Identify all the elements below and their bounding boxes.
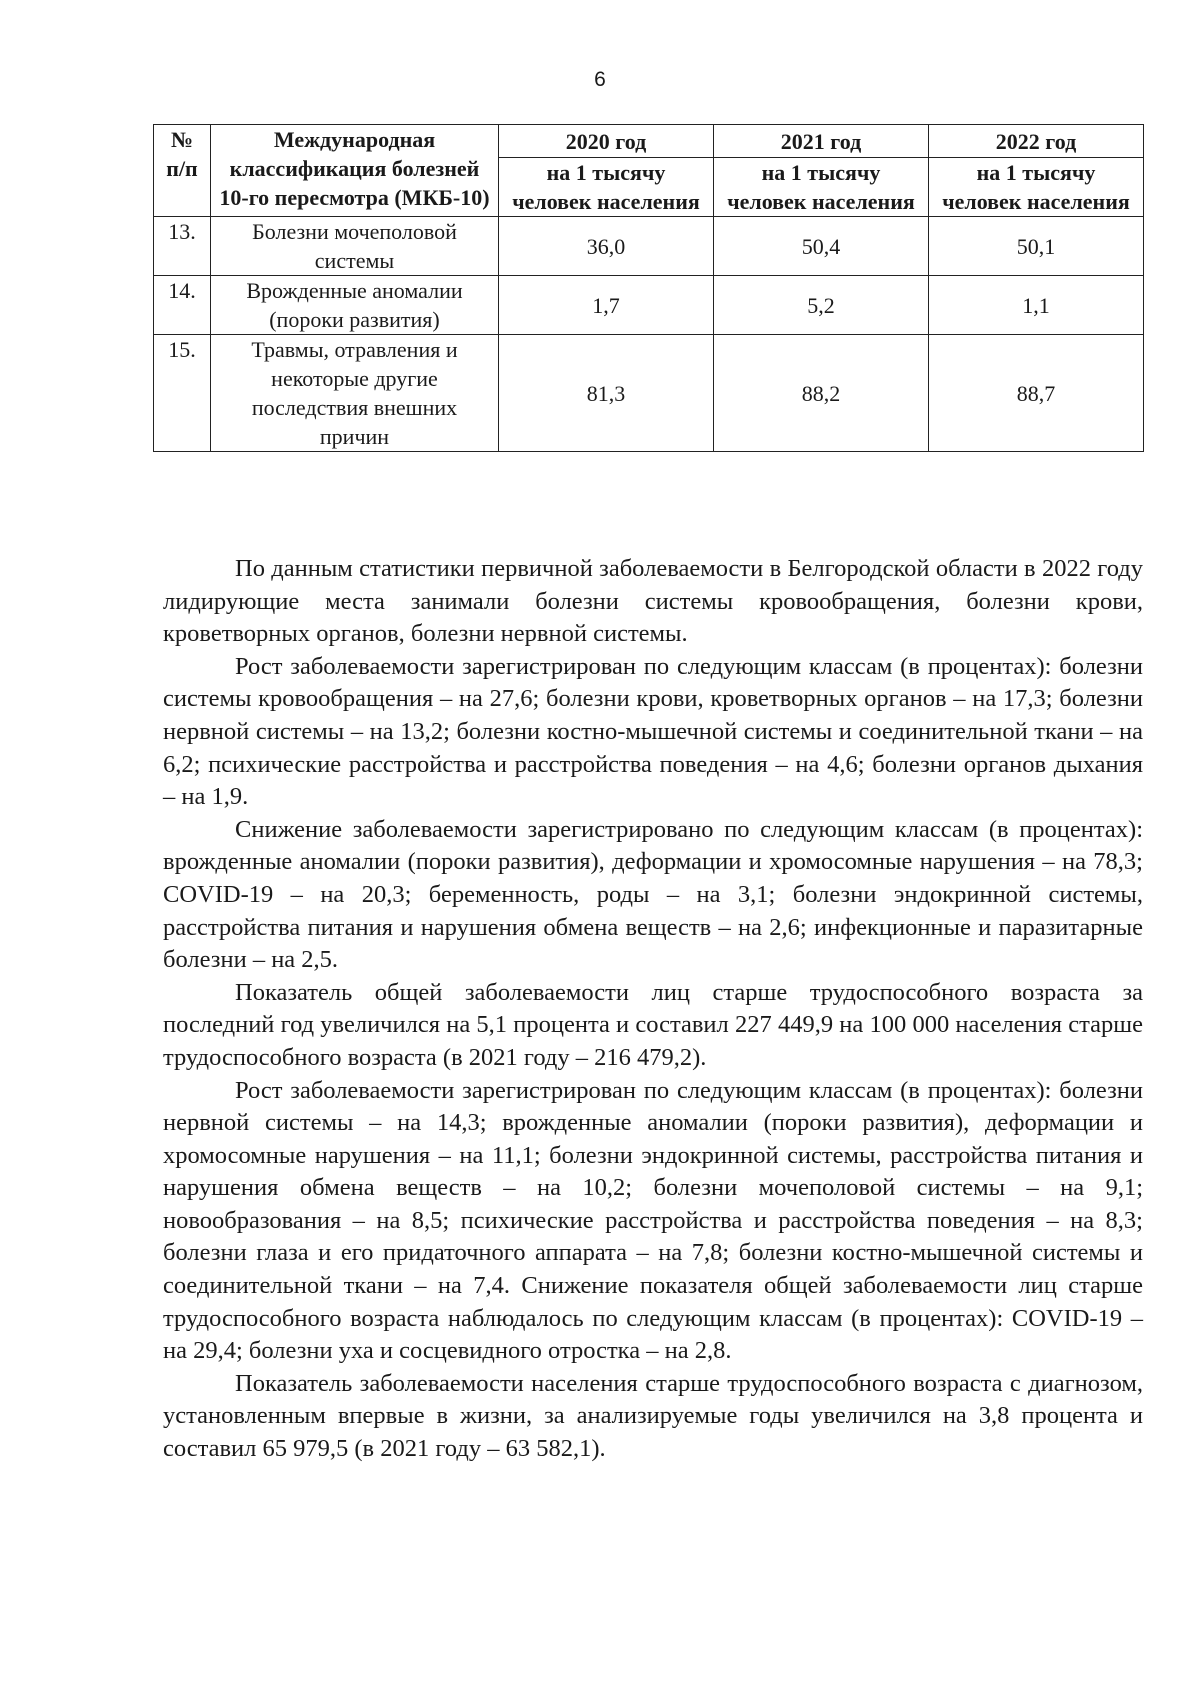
- header-year-2022: 2022 год: [929, 125, 1144, 158]
- header-num: № п/п: [154, 125, 211, 217]
- row-value-2021: 50,4: [714, 217, 929, 276]
- row-number: 13.: [154, 217, 211, 276]
- table-row: [154, 276, 1144, 335]
- row-value-2020: 36,0: [499, 217, 714, 276]
- paragraph-primary-morbidity: По данным статистики первичной заболеваемости в Белгородской области в 2022 году лидирующие места занимали болезни системы кровообращения, болезни крови, кроветворных органов, болезни нервной системы.: [163, 555, 1143, 648]
- row-number: 14.: [154, 276, 211, 335]
- header-per-unit-2020: на 1 тысячу человек населения: [499, 158, 714, 217]
- morbidity-table: [153, 124, 1144, 452]
- row-disease-class: Болезни мочеполовой системы: [211, 217, 499, 276]
- row-value-2021: 88,2: [714, 335, 929, 452]
- header-per-unit-2022: на 1 тысячу человек населения: [929, 158, 1144, 217]
- paragraph-growth-classes: Рост заболеваемости зарегистрирован по следующим классам (в процентах): болезни системы кровообращения – на 27,6; болезни крови, кроветворных органов – на 17,3; болезни нервной системы – на 13,2; болезни костно-мышечной системы и соединительной ткани – на 6,2; психические расстройства и расстройства поведения – на 4,6; болезни органов дыхания – на 1,9.: [163, 652, 1143, 811]
- paragraph-elderly-general-morbidity: Показатель общей заболеваемости лиц старше трудоспособного возраста за последний год увеличился на 5,1 процента и составил 227 449,9 на 100 000 населения старше трудоспособного возраста (в 2021 году – 216 479,2).: [163, 978, 1143, 1071]
- body-text: [163, 553, 1143, 1466]
- row-value-2020: 81,3: [499, 335, 714, 452]
- paragraph-decrease-classes: Снижение заболеваемости зарегистрировано по следующим классам (в процентах): врожденные аномалии (пороки развития), деформации и хромосомные нарушения – на 78,3; COVID-19 – на 20,3; беременность, роды – на 3,1; болезни эндокринной системы, расстройства питания и нарушения обмена веществ – на 2,6; инфекционные и паразитарные болезни – на 2,5.: [163, 815, 1143, 974]
- page-number: 6: [594, 68, 606, 91]
- row-value-2022: 50,1: [929, 217, 1144, 276]
- header-year-2021: 2021 год: [714, 125, 929, 158]
- header-classification: Международная классификация болезней 10-го пересмотра (МКБ-10): [211, 125, 499, 217]
- table-row: [154, 217, 1144, 276]
- row-number: 15.: [154, 335, 211, 452]
- row-disease-class: Врожденные аномалии (пороки развития): [211, 276, 499, 335]
- row-value-2022: 88,7: [929, 335, 1144, 452]
- paragraph-elderly-first-diagnosis: Показатель заболеваемости населения старше трудоспособного возраста с диагнозом, установленным впервые в жизни, за анализируемые годы увеличился на 3,8 процента и составил 65 979,5 (в 2021 году – 63 582,1).: [163, 1369, 1143, 1463]
- paragraph-elderly-growth-classes: Рост заболеваемости зарегистрирован по следующим классам (в процентах): болезни нервной системы – на 14,3; врожденные аномалии (пороки развития), деформации и хромосомные нарушения – на 11,1; болезни эндокринной системы, расстройства питания и нарушения обмена веществ – на 10,2; болезни мочеполовой системы – на 9,1; новообразования – на 8,5; психические расстройства и расстройства поведения – на 8,3; болезни глаза и его придаточного аппарата – на 7,8; болезни костно-мышечной системы и соединительной ткани – на 7,4. Снижение показателя общей заболеваемости лиц старше трудоспособного возраста наблюдалось по следующим классам (в процентах): COVID-19 – на 29,4; болезни уха и сосцевидного отростка – на 2,8.: [163, 1076, 1143, 1365]
- header-year-2020: 2020 год: [499, 125, 714, 158]
- header-per-unit-2021: на 1 тысячу человек населения: [714, 158, 929, 217]
- row-value-2020: 1,7: [499, 276, 714, 335]
- table-row: [154, 335, 1144, 452]
- row-value-2022: 1,1: [929, 276, 1144, 335]
- row-value-2021: 5,2: [714, 276, 929, 335]
- row-disease-class: Травмы, отравления и некоторые другие последствия внешних причин: [211, 335, 499, 452]
